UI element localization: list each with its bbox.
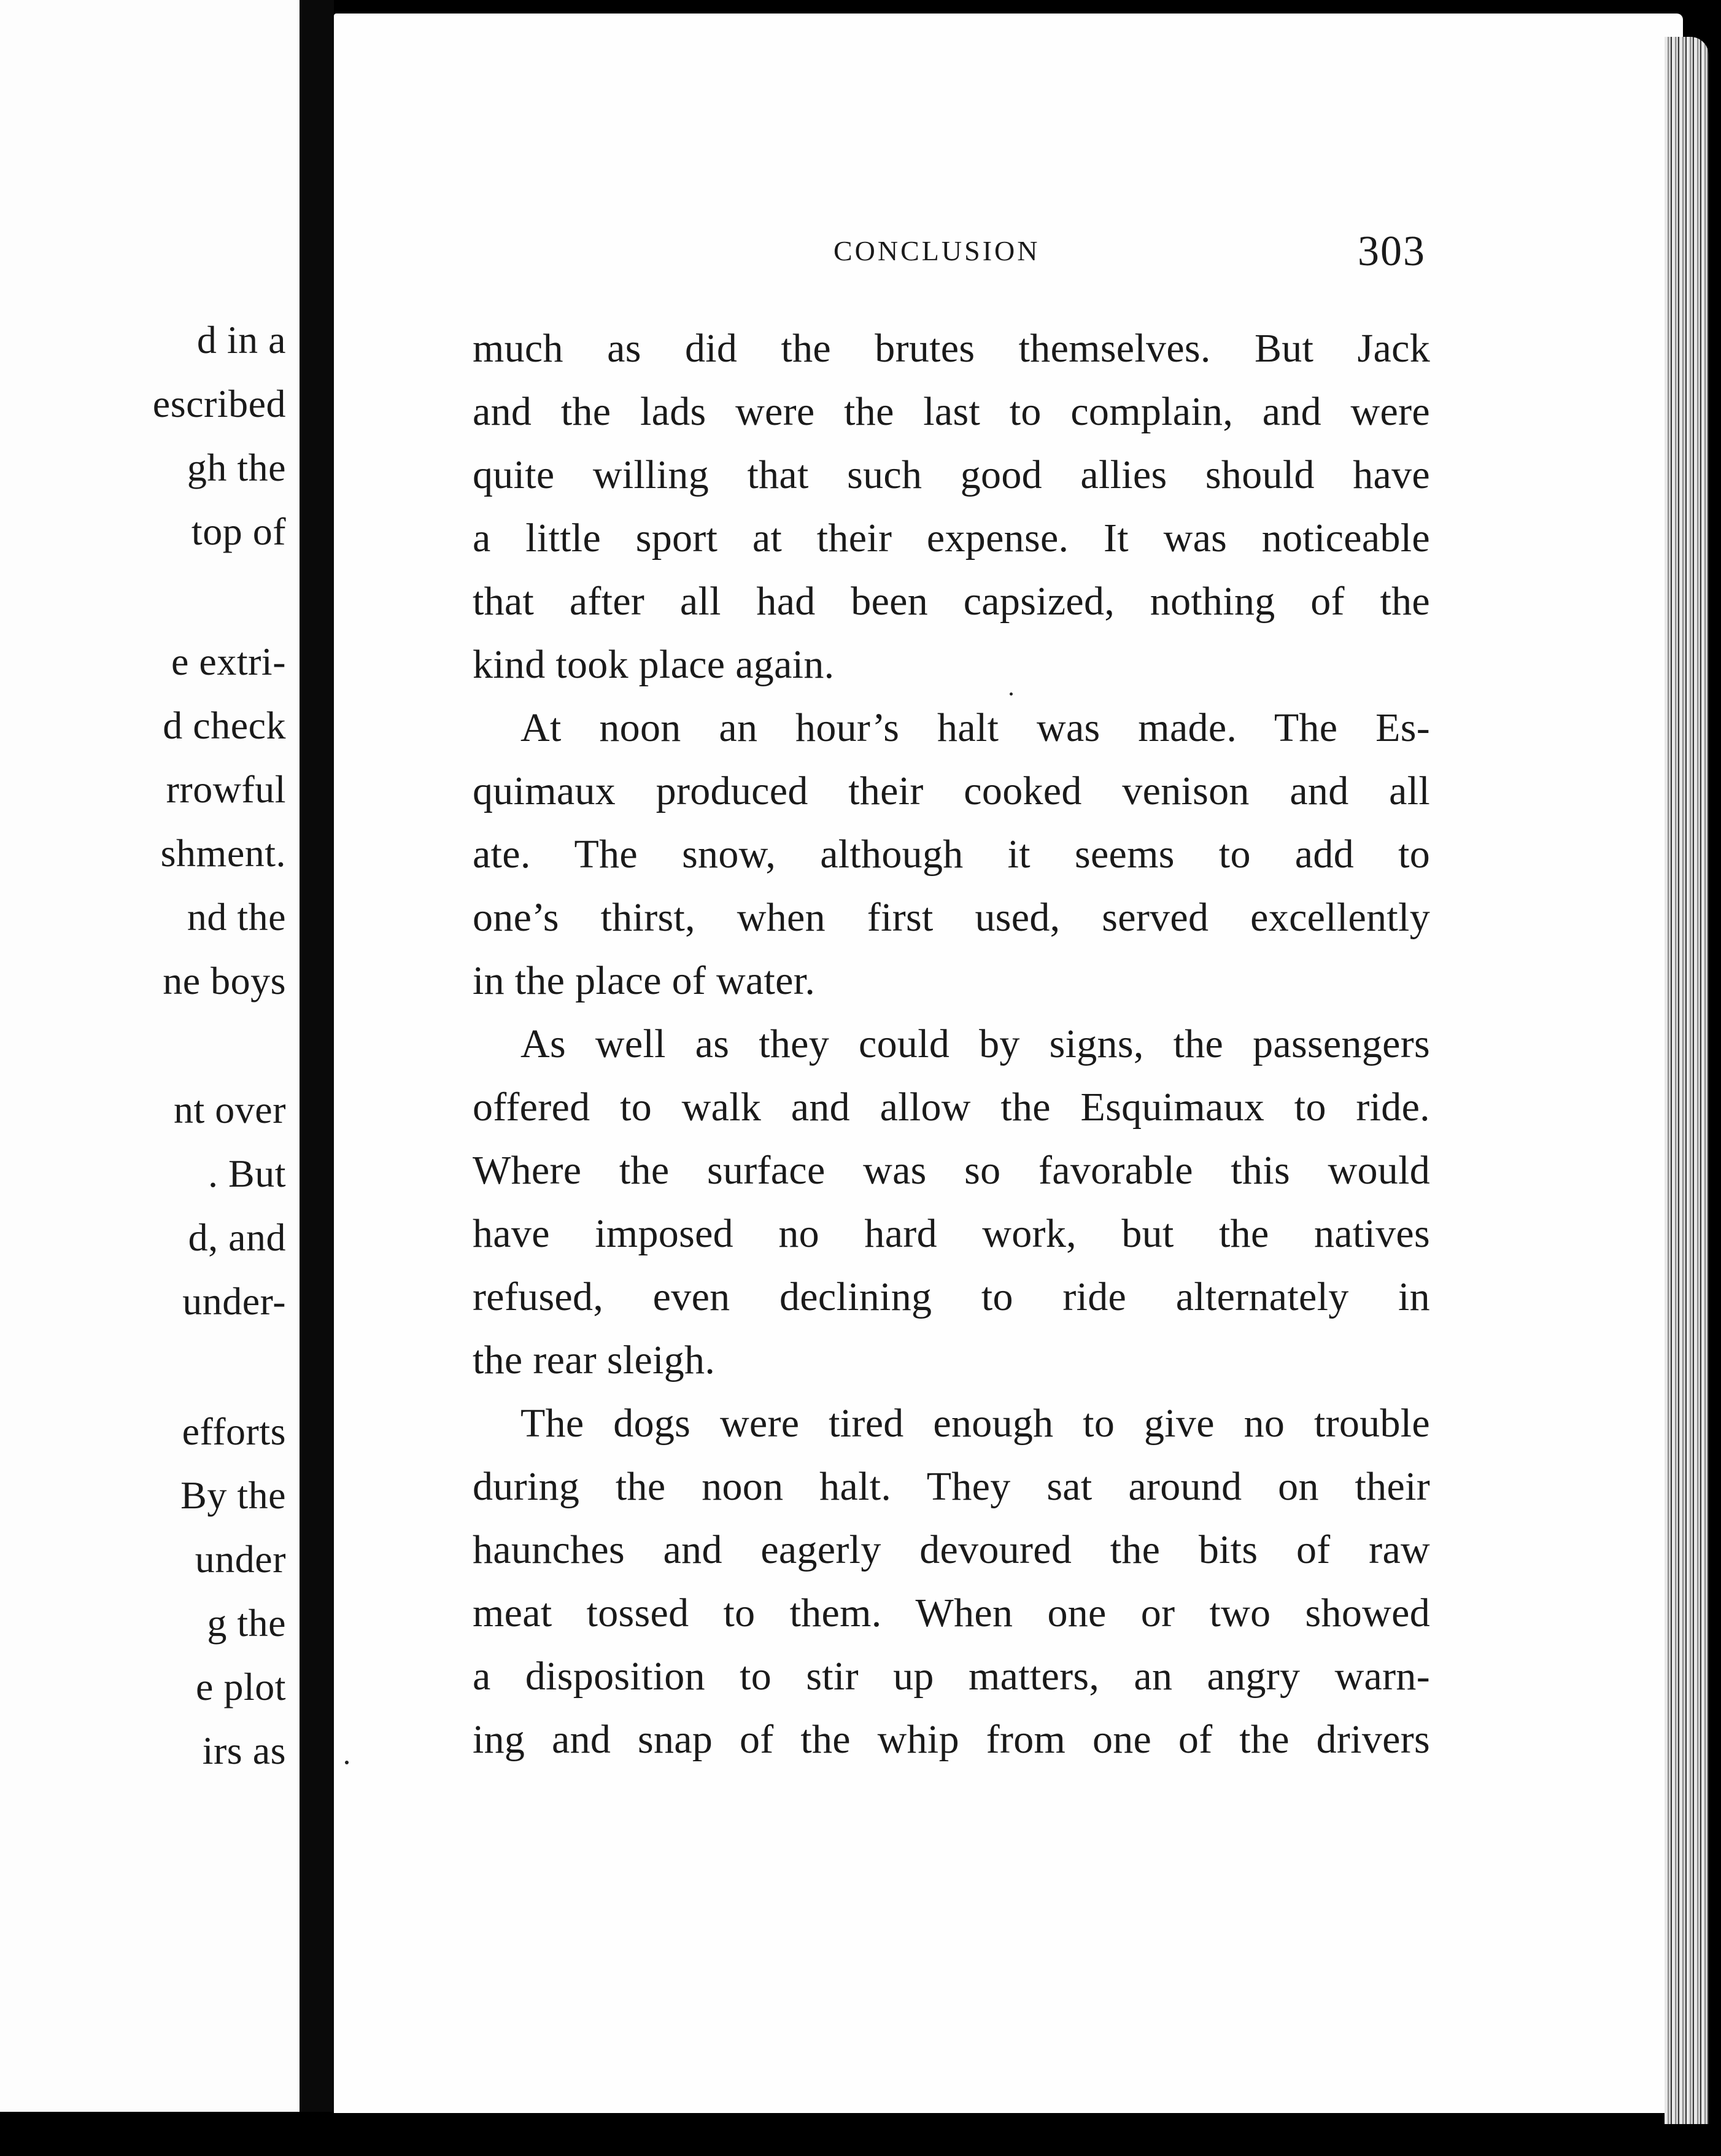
- left-page-line: e plot: [196, 1665, 286, 1708]
- scan-speck: [1010, 692, 1013, 696]
- left-page-line: d check: [163, 704, 286, 747]
- body-line: in the place of water.: [473, 958, 816, 1003]
- left-page-line: top of: [191, 510, 286, 553]
- body-line: Where the surface was so favorable this would: [473, 1148, 1430, 1193]
- body-line: ing and snap of the whip from one of the drivers: [473, 1717, 1430, 1762]
- body-line: have imposed no hard work, but the natives: [473, 1211, 1430, 1256]
- body-line: refused, even declining to ride alternately in: [473, 1274, 1430, 1319]
- left-page-line: e extri-: [171, 640, 286, 683]
- left-page-line: rrowful: [166, 767, 286, 811]
- left-page-line: efforts: [182, 1410, 286, 1453]
- left-page: [0, 0, 300, 2112]
- body-line: a little sport at their expense. It was noticeable: [473, 516, 1430, 560]
- left-page-line: . But: [208, 1152, 286, 1195]
- left-page-line: under-: [182, 1279, 286, 1323]
- left-page-line: under: [195, 1537, 286, 1581]
- body-line: offered to walk and allow the Esquimaux to ride.: [473, 1085, 1430, 1130]
- body-line: the rear sleigh.: [473, 1338, 716, 1382]
- body-line: quite willing that such good allies should have: [473, 452, 1430, 497]
- body-line: during the noon halt. They sat around on their: [473, 1464, 1430, 1509]
- body-line: one’s thirst, when first used, served excellently: [473, 895, 1430, 940]
- body-line: haunches and eagerly devoured the bits of raw: [473, 1527, 1430, 1572]
- scan-speck: [345, 1761, 349, 1764]
- left-page-line: gh the: [187, 446, 286, 489]
- left-page-line: shment.: [160, 831, 286, 875]
- left-page-line: ne boys: [163, 959, 286, 1002]
- left-page-line: g the: [207, 1601, 286, 1645]
- page-number: 303: [1358, 228, 1426, 275]
- body-line: meat tossed to them. When one or two showed: [473, 1591, 1430, 1635]
- left-page-line: nd the: [187, 895, 286, 939]
- body-line: quimaux produced their cooked venison and all: [473, 769, 1430, 813]
- left-page-line: d, and: [188, 1216, 286, 1259]
- left-page-line: nt over: [174, 1088, 286, 1131]
- body-line: kind took place again.: [473, 642, 835, 687]
- body-line: a disposition to stir up matters, an angry warn-: [473, 1654, 1430, 1699]
- body-line: that after all had been capsized, nothing of the: [473, 579, 1430, 624]
- running-head: CONCLUSION: [833, 235, 1040, 266]
- body-line: The dogs were tired enough to give no trouble: [520, 1401, 1430, 1446]
- book-gutter: [300, 0, 334, 2112]
- body-line: At noon an hour’s halt was made. The Es-: [520, 705, 1430, 750]
- left-page-line: By the: [180, 1473, 286, 1517]
- left-page-line: irs as: [202, 1729, 286, 1772]
- body-line: and the lads were the last to complain, and were: [473, 389, 1430, 434]
- left-page-line: d in a: [196, 318, 286, 362]
- body-line: ate. The snow, although it seems to add to: [473, 832, 1430, 877]
- body-line: much as did the brutes themselves. But Jack: [473, 326, 1430, 371]
- left-page-line: escribed: [152, 382, 286, 425]
- body-line: As well as they could by signs, the passengers: [520, 1022, 1430, 1066]
- page-edges: [1665, 37, 1709, 2124]
